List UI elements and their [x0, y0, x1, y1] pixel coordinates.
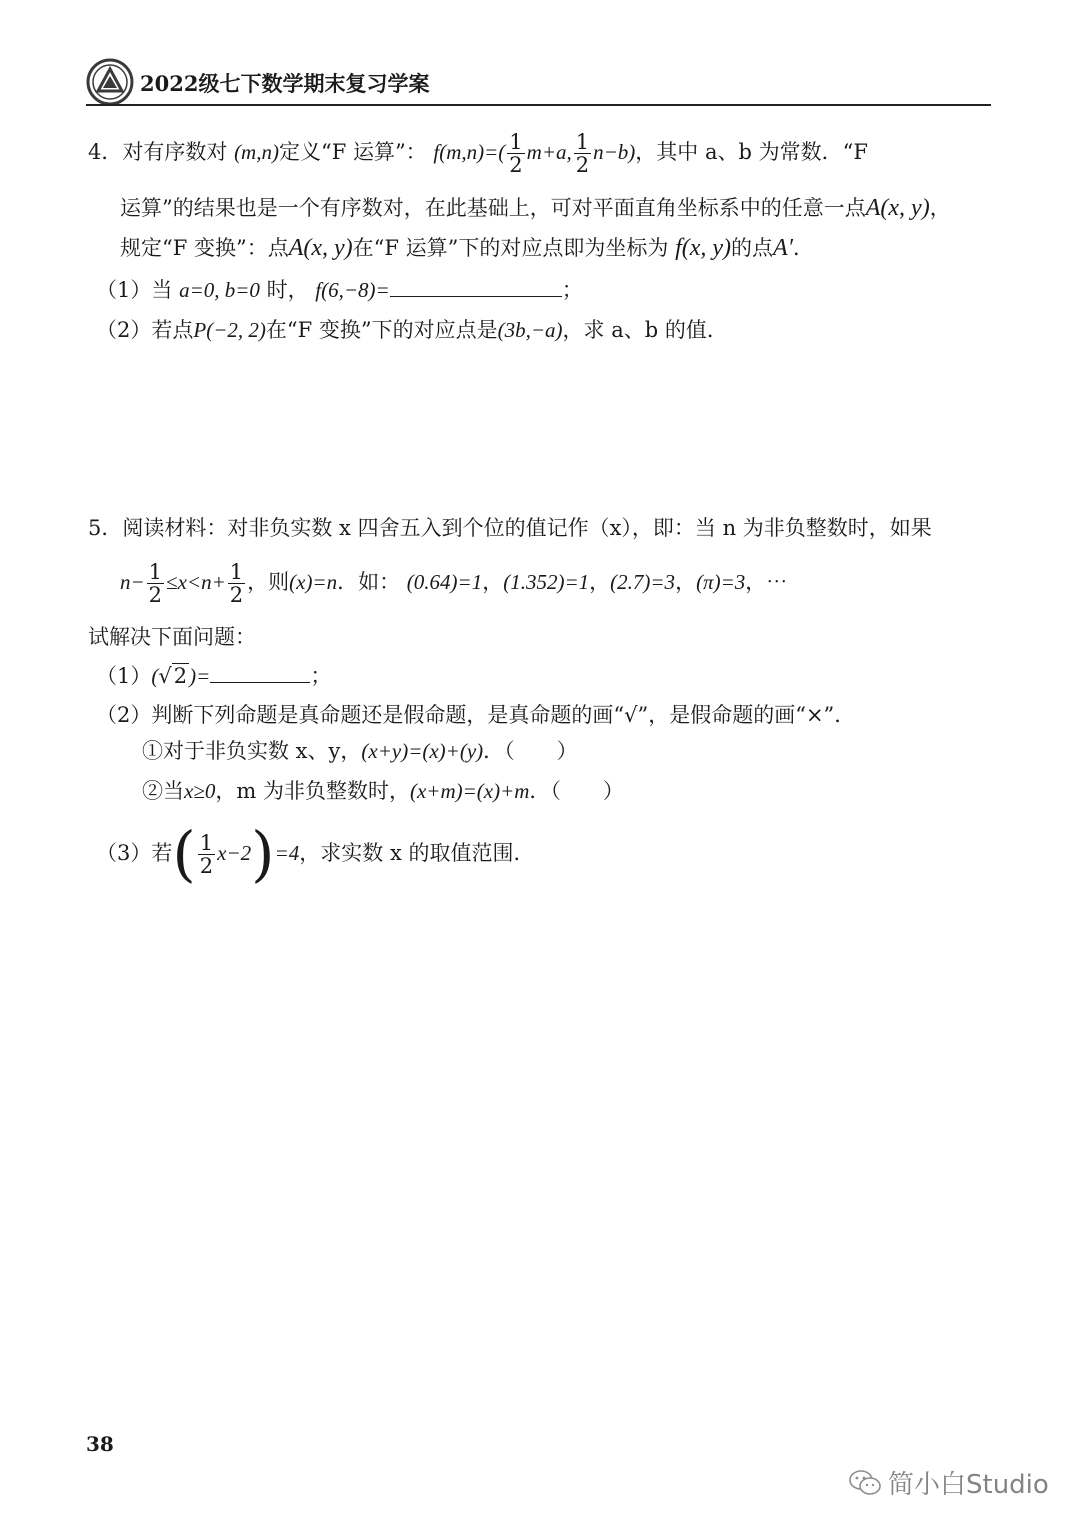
q4-point-axy: A(x, y) — [288, 235, 353, 261]
q5-text: ，则 — [247, 570, 290, 594]
q5-part1-label: （1） — [96, 664, 152, 688]
q5-part2-i — [142, 734, 578, 768]
q4-text: ， — [929, 196, 951, 220]
q4-part1-label: （1）当 — [96, 278, 173, 302]
q5-part2-ii — [142, 774, 624, 808]
q4-text: ，其中 a、b 为常数．“F — [635, 140, 868, 164]
q5-part3-label: （3）若 — [96, 841, 173, 865]
q4-aprime: A′ — [773, 235, 793, 261]
q4-part1-answer-blank[interactable] — [390, 276, 562, 297]
watermark-text: 简小白Studio — [888, 1470, 1049, 1500]
q5-part2-ii-answer[interactable]: ．（ ） — [529, 779, 624, 803]
q5-sep: ， — [745, 570, 767, 594]
q5-fraction: $\frac{1}{2}$ — [229, 559, 244, 607]
q4-text: ，求 a、b 的值． — [562, 318, 728, 342]
q5-fraction: $\frac{1}{2}$ — [199, 830, 214, 878]
q4-mn: (m,n) — [234, 140, 279, 164]
q5-ineq-result: (x)=n — [289, 570, 338, 594]
school-logo — [86, 58, 134, 106]
q5-paren: )= — [189, 664, 211, 688]
q5-line1 — [88, 510, 932, 546]
q4-text: 在“F 变换”下的对应点是 — [265, 318, 498, 342]
q5-number: 5． — [88, 516, 123, 540]
q4-line2 — [120, 188, 951, 228]
q5-text: ．如： — [337, 570, 401, 594]
q5-example: (1.352)=1 — [503, 570, 590, 594]
q4-part2 — [96, 312, 728, 348]
q4-fraction: $\frac{1}{2}$ — [509, 129, 523, 177]
q5-paren: ( — [151, 664, 159, 688]
q4-part2-point: P(−2, 2) — [193, 318, 266, 342]
q4-part1-cond: a=0, b=0 — [179, 278, 260, 302]
q5-example: (0.64)=1 — [406, 570, 483, 594]
q5-part1 — [96, 658, 331, 694]
q5-ineq-mid: ≤x<n+ — [166, 570, 226, 594]
q5-part3-rhs: =4 — [274, 841, 300, 865]
q5-part2-i-answer[interactable]: ．（ ） — [483, 739, 578, 763]
q5-text: 阅读材料：对非负实数 x 四舍五入到个位的值记作（x），即：当 n 为非负整数时，如果 — [122, 516, 932, 540]
q4-text: 定义“F 运算”： — [278, 140, 427, 164]
q4-fraction: $\frac{1}{2}$ — [575, 129, 590, 177]
header-title: 2022级七下数学期末复习学案 — [140, 71, 430, 96]
header-rule — [86, 104, 991, 106]
q5-ineq-left: n− — [120, 570, 145, 594]
q5-example: (2.7)=3 — [610, 570, 676, 594]
q4-text: 的点 — [731, 236, 774, 260]
q4-point-axy: A(x, y) — [865, 195, 930, 221]
sqrt-icon: √2 — [158, 664, 188, 688]
q5-text: ②当 — [142, 779, 184, 803]
q4-text: 对有序数对 — [122, 140, 228, 164]
q5-sep: ， — [482, 570, 504, 594]
right-paren-icon: ) — [251, 819, 275, 890]
q5-part2-ii-expr: (x+m)=(x)+m — [409, 779, 530, 803]
left-paren-icon: ( — [172, 819, 196, 890]
q5-line2 — [120, 552, 787, 612]
q5-try-line: 试解决下面问题： — [88, 625, 256, 649]
q4-line3 — [120, 228, 814, 268]
q4-text: 时， — [266, 278, 309, 302]
q4-text: 运算”的结果也是一个有序数对，在此基础上，可对平面直角坐标系中的任意一点 — [120, 196, 866, 220]
q5-text: ①对于非负实数 x、y， — [142, 739, 362, 763]
wechat-icon — [848, 1469, 882, 1497]
q4-fxy: f(x, y) — [675, 235, 732, 261]
q5-fraction: $\frac{1}{2}$ — [148, 559, 163, 607]
q5-text: ，求实数 x 的取值范围． — [299, 841, 535, 865]
q4-part2-label: （2）若点 — [96, 318, 194, 342]
q5-part3 — [96, 818, 534, 888]
q5-ellipsis: ⋯ — [766, 570, 788, 594]
q4-term1: m+a, — [526, 140, 572, 164]
q5-part2: （2）判断下列命题是真命题还是假命题，是真命题的画“√”，是假命题的画“×”． — [96, 703, 856, 727]
q4-part1-expr: f(6,−8)= — [315, 278, 390, 302]
q5-part2-i-expr: (x+y)=(x)+(y) — [361, 739, 484, 763]
q4-text: 在“F 运算”下的对应点即为坐标为 — [352, 236, 669, 260]
q4-part2-image-point: (3b,−a) — [497, 318, 563, 342]
q4-f-lhs: f(m,n)=( — [433, 140, 506, 164]
q5-part1-answer-blank[interactable] — [210, 662, 310, 683]
q5-example: (π)=3 — [696, 570, 746, 594]
q4-text: ； — [561, 278, 583, 302]
watermark — [848, 1464, 1049, 1501]
q4-text: ． — [792, 236, 814, 260]
q4-text: 规定“F 变换”：点 — [120, 236, 289, 260]
page-number: 38 — [86, 1432, 114, 1456]
q5-text: ； — [310, 664, 332, 688]
q5-sep: ， — [589, 570, 611, 594]
q5-part3-inner: x−2 — [217, 841, 252, 865]
q4-line1 — [88, 130, 868, 176]
q4-term2: n−b) — [593, 140, 636, 164]
q4-part1 — [96, 272, 583, 308]
q5-part2-ii-cond: x≥0 — [184, 779, 216, 803]
q5-text: ，m 为非负整数时， — [215, 779, 410, 803]
q5-sep: ， — [675, 570, 697, 594]
q4-number: 4． — [88, 140, 123, 164]
